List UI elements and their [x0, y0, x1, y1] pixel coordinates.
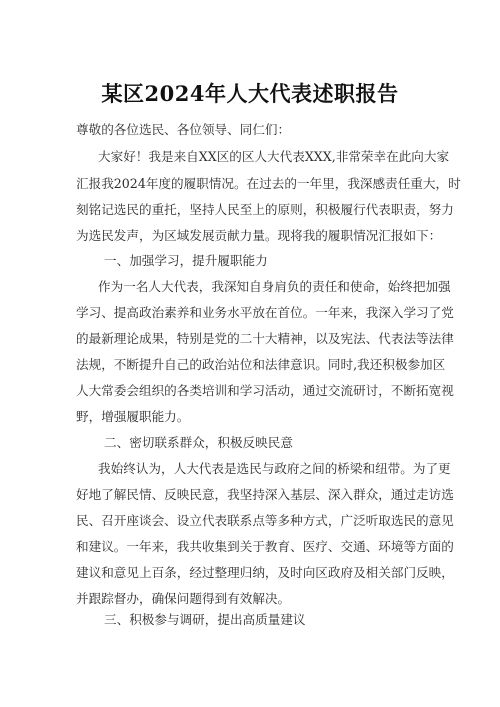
section-1-line-6: 野，增强履职能力。	[76, 409, 190, 424]
section-2-line-6: 并跟踪督办，确保问题得到有效解决。	[76, 591, 291, 606]
intro-line-3: 刻铭记选民的重托，坚持人民至上的原则，积极履行代表职责，努力	[76, 202, 454, 217]
section-1-line-4: 法规，不断提升自己的政治站位和法律意识。同时,我还积极参加区	[76, 357, 446, 372]
section-heading-3: 三、积极参与调研，提出高质量建议	[104, 612, 306, 627]
section-heading-2: 二、密切联系群众，积极反映民意	[104, 435, 293, 450]
salutation: 尊敬的各位选民、各位领导、同仁们：	[76, 122, 291, 137]
document-title: 某区2024年人大代表述职报告	[101, 81, 399, 106]
section-2-line-5: 建议和意见上百条，经过整理归纳，及时向区政府及相关部门反映，	[76, 565, 454, 580]
intro-line-1: 大家好！我是来自XX区的区人大代表XXX,非常荣幸在此向大家	[98, 149, 450, 164]
section-2-line-2: 好地了解民情、反映民意，我坚持深入基层、深入群众，通过走访选	[76, 487, 454, 502]
section-1-line-5: 人大常委会组织的各类培训和学习活动，通过交流研讨，不断拓宽视	[76, 383, 454, 398]
section-1-line-3: 的最新理论成果，特别是党的二十大精神，以及宪法、代表法等法律	[76, 331, 454, 346]
section-2-line-1: 我始终认为，人大代表是选民与政府之间的桥梁和纽带。为了更	[98, 461, 451, 476]
intro-line-4: 为选民发声，为区域发展贡献力量。现将我的履职情况汇报如下：	[76, 228, 442, 243]
section-1-line-2: 学习、提高政治素养和业务水平放在首位。一年来，我深入学习了党	[76, 305, 454, 320]
section-2-line-3: 民、召开座谈会、设立代表联系点等多种方式，广泛听取选民的意见	[76, 513, 454, 528]
section-heading-1: 一、加强学习，提升履职能力	[104, 253, 268, 268]
section-2-line-4: 和建议。一年来，我共收集到关于教育、医疗、交通、环境等方面的	[76, 539, 454, 554]
intro-line-2: 汇报我2024年度的履职情况。在过去的一年里，我深感责任重大，时	[76, 176, 461, 191]
section-1-line-1: 作为一名人大代表，我深知自身肩负的责任和使命，始终把加强	[98, 279, 451, 294]
